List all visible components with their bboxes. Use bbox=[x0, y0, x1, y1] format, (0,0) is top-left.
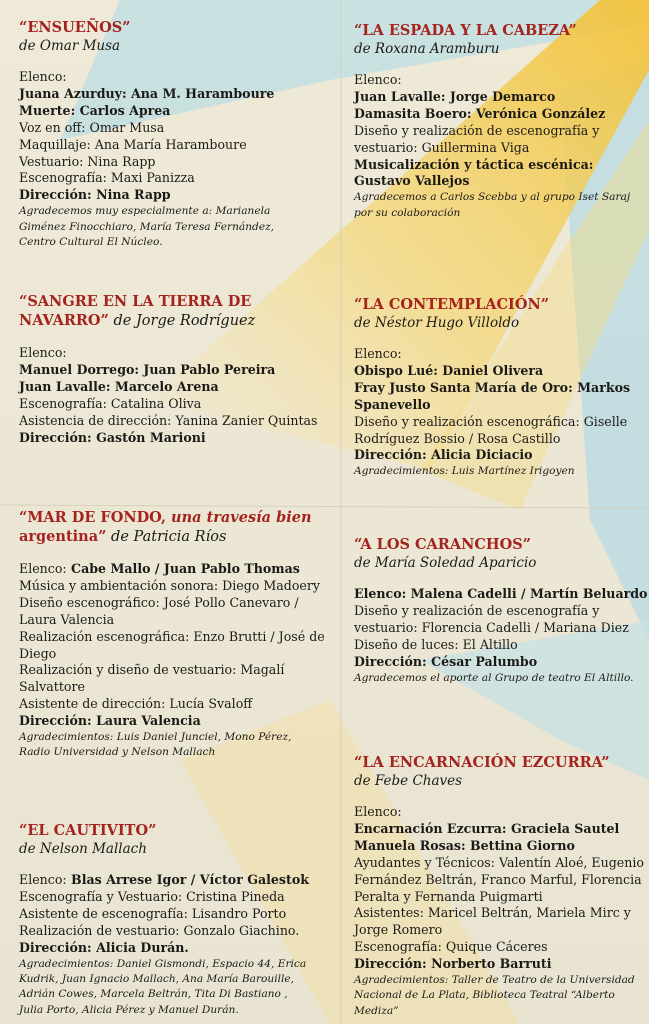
play-title bbox=[19, 508, 337, 527]
credit-line bbox=[19, 872, 337, 889]
credits bbox=[19, 561, 337, 761]
credit-line: Damasita Boero: Verónica González bbox=[354, 105, 606, 121]
credit-key: Elenco: bbox=[19, 561, 67, 576]
play-title: “LA ENCARNACIÓN EZCURRA” bbox=[354, 754, 610, 771]
acknowledgement-line: Adrián Cowes, Marcela Beltrán, Tita Di Bastiano , bbox=[19, 988, 288, 1001]
credit-value: Cabe Mallo / Juan Pablo Thomas bbox=[66, 561, 300, 576]
credit-key: Elenco: bbox=[19, 872, 67, 887]
credit-line: Encarnación Ezcurra: Graciela Sautel bbox=[354, 820, 620, 836]
credit-line: Vestuario: Nina Rapp bbox=[19, 153, 156, 169]
play-title: “EL CAUTIVITO” bbox=[19, 822, 157, 839]
credit-line: Dirección: Norberto Barruti bbox=[354, 956, 552, 972]
credit-line: Juan Lavalle: Jorge Demarco bbox=[354, 88, 556, 104]
play-title: “A LOS CARANCHOS” bbox=[354, 536, 532, 553]
credit-line: Peralta y Fernanda Puigmarti bbox=[354, 888, 543, 904]
play-title-line2 bbox=[19, 311, 337, 331]
credit-line: vestuario: Florencia Cadelli / Mariana Diez bbox=[354, 619, 629, 635]
credit-line: Spanevello bbox=[354, 396, 431, 412]
play-la-espada-y-la-cabeza bbox=[354, 21, 649, 221]
credit-value: Blas Arrese Igor / Víctor Galestok bbox=[66, 872, 309, 887]
play-author: de Néstor Hugo Villoldo bbox=[354, 315, 520, 331]
credit-line: Elenco: bbox=[354, 72, 402, 87]
acknowledgement-line: Agradecimientos: Luis Martínez Irigoyen bbox=[354, 465, 575, 478]
credit-line: Obispo Lué: Daniel Olivera bbox=[354, 362, 544, 378]
play-ensuenos bbox=[19, 18, 337, 250]
credit-line: Escenografía y Vestuario: Cristina Pineda bbox=[19, 888, 285, 904]
credit-line: vestuario: Guillermina Viga bbox=[354, 139, 530, 155]
credit-line: Elenco: bbox=[19, 345, 67, 360]
play-title: “LA CONTEMPLACIÓN” bbox=[354, 296, 550, 313]
credit-line: Gustavo Vallejos bbox=[354, 173, 470, 189]
credit-line: Elenco: bbox=[19, 69, 67, 84]
play-mar-de-fondo bbox=[19, 508, 337, 761]
credit-line: Diseño y realización de escenografía y bbox=[354, 602, 600, 618]
credit-line: Asistente de escenografía: Lisandro Porto bbox=[19, 905, 287, 921]
credit-line: Diseño y realización escenográfica: Giselle bbox=[354, 413, 628, 429]
play-la-encarnacion-ezcurra bbox=[354, 753, 649, 1019]
acknowledgement-line: Kudrik, Juan Ignacio Mallach, Ana María Barouille, bbox=[19, 972, 295, 985]
play-author: de María Soledad Aparicio bbox=[354, 555, 537, 571]
play-subtitle-cont: argentina” bbox=[19, 528, 107, 545]
play-title-main: “MAR DE FONDO, bbox=[19, 509, 166, 526]
credit-line: Ayudantes y Técnicos: Valentín Aloé, Eugenio bbox=[354, 854, 644, 870]
credit-line: Jorge Romero bbox=[354, 922, 443, 938]
credit-line: Asistente de dirección: Lucía Svaloff bbox=[19, 696, 253, 712]
play-sangre-en-la-tierra bbox=[19, 292, 337, 446]
credit-line: Juana Azurduy: Ana M. Haramboure bbox=[19, 85, 275, 101]
credit-line: Realización y diseño de vestuario: Magalí bbox=[19, 662, 285, 678]
play-title: “LA ESPADA Y LA CABEZA” bbox=[354, 22, 577, 39]
credit-line: Diego bbox=[19, 645, 57, 661]
play-author: de Roxana Aramburu bbox=[354, 41, 500, 57]
acknowledgement-line: Mediza” bbox=[354, 1004, 399, 1017]
acknowledgement-line: Agradecimientos: Luis Daniel Junciel, Mono Pérez, bbox=[19, 731, 292, 744]
credit-line: Diseño de luces: El Altillo bbox=[354, 636, 518, 652]
credit-line: Dirección: Laura Valencia bbox=[19, 713, 201, 729]
credit-line: Dirección: Alicia Durán. bbox=[19, 939, 189, 955]
credits bbox=[19, 345, 337, 446]
credit-line: Escenografía: Quique Cáceres bbox=[354, 939, 548, 955]
acknowledgement-line: Nacional de La Plata, Biblioteca Teatral “Alberto bbox=[354, 989, 615, 1002]
play-author: de Febe Chaves bbox=[354, 773, 463, 789]
play-author: de Omar Musa bbox=[19, 38, 121, 54]
credits bbox=[19, 69, 337, 250]
play-author: de Nelson Mallach bbox=[19, 841, 147, 857]
credit-line: Realización escenográfica: Enzo Brutti / José de bbox=[19, 628, 325, 644]
play-title-cont: NAVARRO” bbox=[19, 312, 109, 329]
acknowledgement-line: Radio Universidad y Nelson Mallach bbox=[19, 746, 216, 759]
credits bbox=[354, 72, 649, 221]
play-author: de Patricia Ríos bbox=[106, 529, 227, 545]
credit-line: Maquillaje: Ana María Haramboure bbox=[19, 136, 247, 152]
credit-line: Manuel Dorrego: Juan Pablo Pereira bbox=[19, 361, 276, 377]
acknowledgement-line: Centro Cultural El Núcleo. bbox=[19, 236, 163, 249]
credit-line: Dirección: Gastón Marioni bbox=[19, 429, 206, 445]
credits bbox=[354, 586, 649, 686]
play-title: “ENSUEÑOS” bbox=[19, 19, 131, 36]
credit-line: Diseño y realización de escenografía y bbox=[354, 122, 600, 138]
credits bbox=[354, 804, 649, 1019]
play-author: de Jorge Rodríguez bbox=[108, 313, 256, 329]
credit-line: Elenco: Malena Cadelli / Martín Beluardo bbox=[354, 586, 648, 601]
credits bbox=[19, 872, 337, 1018]
play-la-contemplacion bbox=[354, 295, 649, 480]
acknowledgement-line: Agradecimientos: Taller de Teatro de la Universidad bbox=[354, 974, 635, 987]
play-subtitle: una travesía bien bbox=[166, 509, 312, 526]
acknowledgement-line: por su colaboración bbox=[354, 206, 461, 219]
acknowledgement-line: Agradecemos a Carlos Scebba y al grupo Iset Saraj bbox=[354, 191, 631, 204]
credit-line: Música y ambientación sonora: Diego Madoery bbox=[19, 577, 321, 593]
credit-line: Elenco: bbox=[354, 346, 402, 361]
credit-line: Rodríguez Bossio / Rosa Castillo bbox=[354, 430, 561, 446]
acknowledgement-line: Agradecimientos: Daniel Gismondi, Espacio 44, Erica bbox=[19, 957, 307, 970]
credit-line: Asistentes: Maricel Beltrán, Mariela Mirc y bbox=[354, 905, 631, 921]
credit-line: Fray Justo Santa María de Oro: Markos bbox=[354, 379, 631, 395]
credit-line: Elenco: bbox=[354, 804, 402, 819]
credit-line: Salvattore bbox=[19, 679, 85, 695]
play-a-los-caranchos bbox=[354, 535, 649, 686]
play-title-line2 bbox=[19, 527, 337, 547]
play-el-cautivito bbox=[19, 821, 337, 1018]
credit-line: Realización de vestuario: Gonzalo Giachino. bbox=[19, 922, 300, 938]
credit-line: Escenografía: Maxi Panizza bbox=[19, 170, 195, 186]
play-title: “SANGRE EN LA TIERRA DE bbox=[19, 293, 252, 310]
credit-line: Voz en off: Omar Musa bbox=[19, 119, 165, 135]
credit-line bbox=[19, 561, 337, 578]
credit-line: Manuela Rosas: Bettina Giorno bbox=[354, 837, 575, 853]
credit-line: Dirección: César Palumbo bbox=[354, 653, 538, 669]
credit-line: Dirección: Nina Rapp bbox=[19, 187, 171, 203]
credits bbox=[354, 346, 649, 480]
credit-line: Musicalización y táctica escénica: bbox=[354, 156, 594, 172]
credit-line: Laura Valencia bbox=[19, 611, 115, 627]
acknowledgement-line: Agradecemos el aporte al Grupo de teatro El Altillo. bbox=[354, 671, 634, 684]
acknowledgement-line: Giménez Finocchiaro, María Teresa Fernández, bbox=[19, 220, 275, 233]
acknowledgement-line: Julia Porto, Alicia Pérez y Manuel Durán. bbox=[19, 1003, 239, 1016]
credit-line: Dirección: Alicia Diciacio bbox=[354, 447, 533, 463]
credit-line: Escenografía: Catalina Oliva bbox=[19, 395, 202, 411]
credit-line: Juan Lavalle: Marcelo Arena bbox=[19, 378, 219, 394]
acknowledgement-line: Agradecemos muy especialmente a: Marianela bbox=[19, 205, 271, 218]
credit-line: Muerte: Carlos Aprea bbox=[19, 102, 171, 118]
credit-line: Diseño escenográfico: José Pollo Canevaro / bbox=[19, 594, 299, 610]
credit-line: Fernández Beltrán, Franco Marful, Florencia bbox=[354, 871, 642, 887]
credit-line: Asistencia de dirección: Yanina Zanier Quintas bbox=[19, 412, 318, 428]
